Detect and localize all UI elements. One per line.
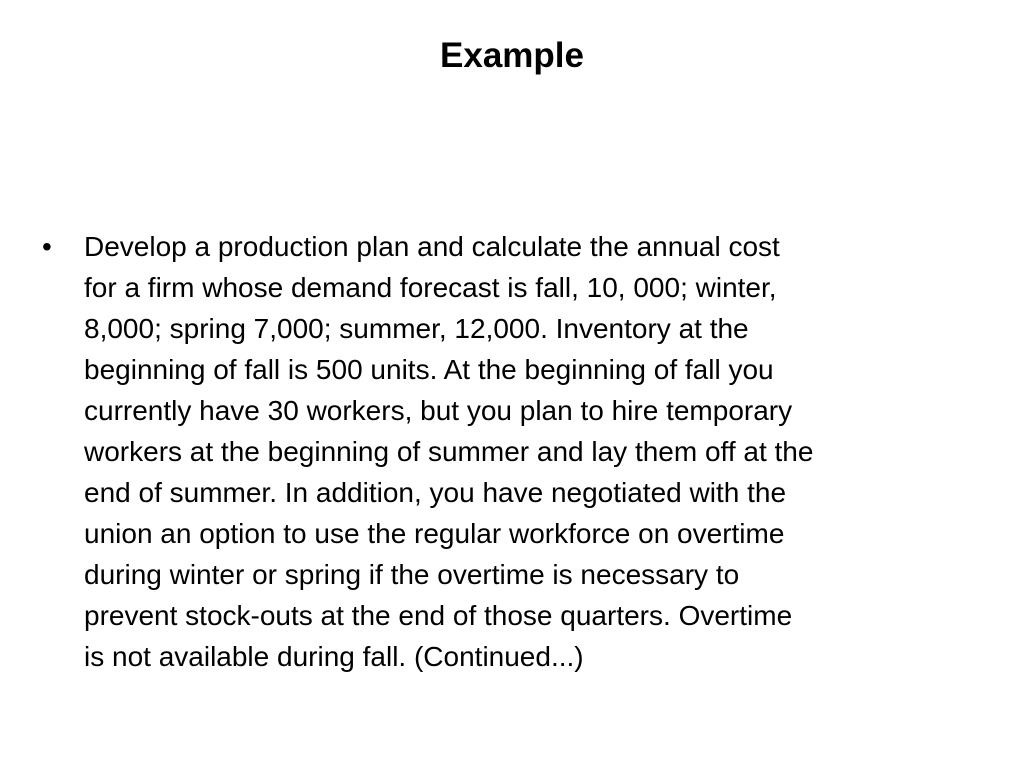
bullet-text-line: end of summer. In addition, you have negotiated with the	[84, 477, 787, 508]
bullet-text-line: is not available during fall. (Continued...)	[84, 641, 584, 672]
bullet-text-line: currently have 30 workers, but you plan to hire temporary	[84, 395, 793, 426]
bullet-text-line: workers at the beginning of summer and lay them off at the	[84, 436, 814, 467]
bullet-text-line: 8,000; spring 7,000; summer, 12,000. Inventory at the	[84, 313, 749, 344]
bullet-text-line: prevent stock-outs at the end of those quarters. Overtime	[84, 600, 793, 631]
bullet-icon: •	[42, 231, 52, 262]
bullet-list	[42, 226, 982, 677]
bullet-item	[42, 226, 982, 677]
slide-title: Example	[440, 36, 584, 75]
bullet-text-line: beginning of fall is 500 units. At the beginning of fall you	[84, 354, 774, 385]
bullet-text-line: union an option to use the regular workforce on overtime	[84, 518, 785, 549]
bullet-text-line: Develop a production plan and calculate the annual cost	[84, 231, 780, 262]
bullet-text-line: during winter or spring if the overtime is necessary to	[84, 559, 740, 590]
bullet-text-line: for a firm whose demand forecast is fall, 10, 000; winter,	[84, 272, 777, 303]
